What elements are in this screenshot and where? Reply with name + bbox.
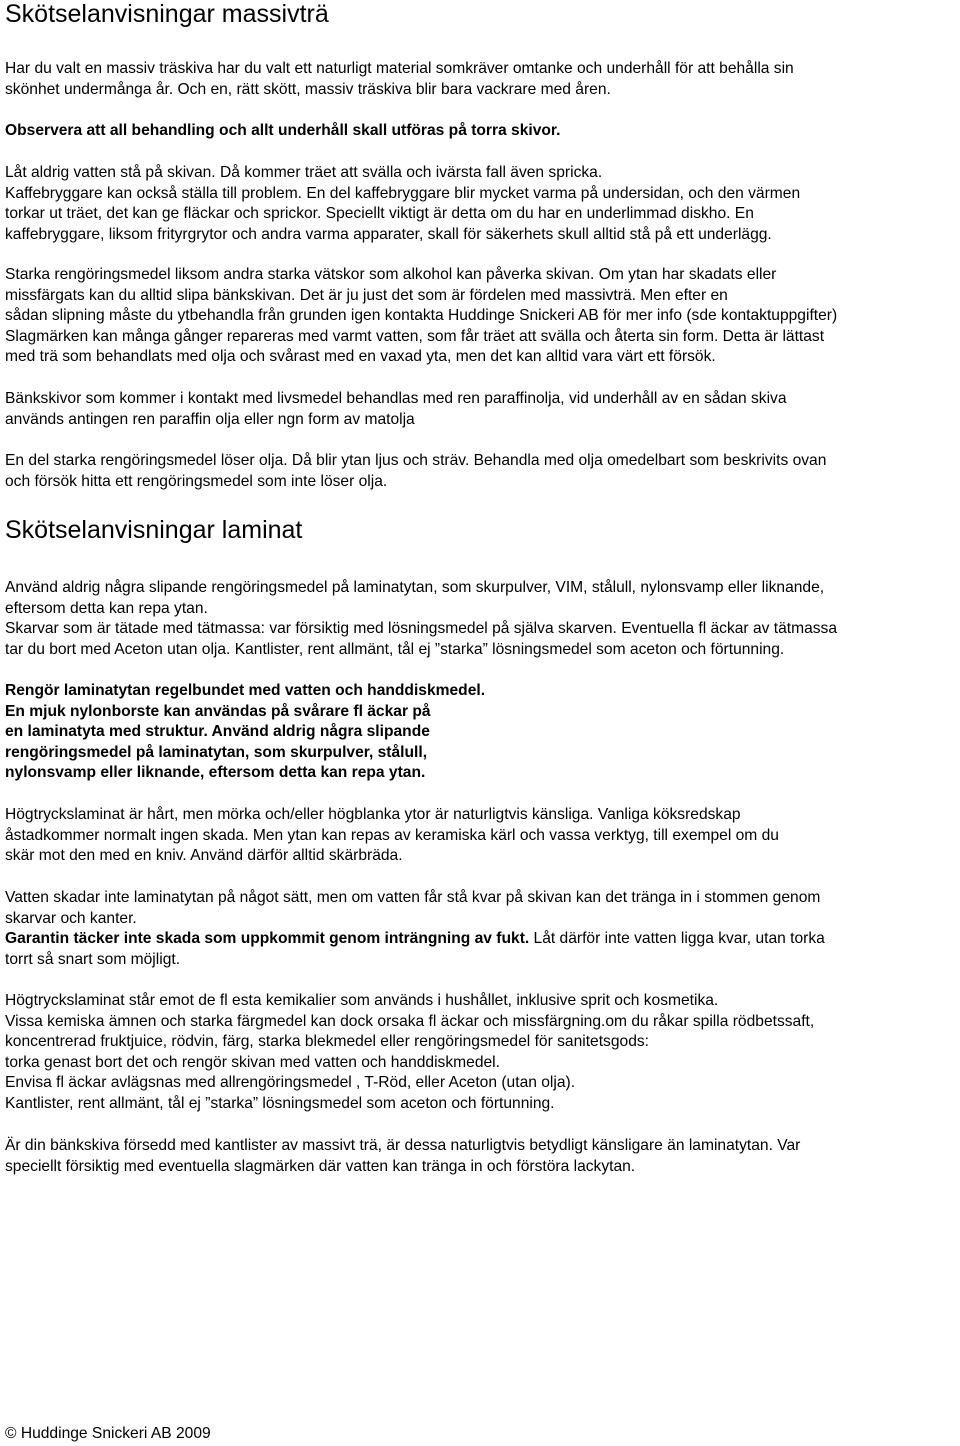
paragraph-olja	[5, 451, 955, 492]
text-line: rengöringsmedel på laminatytan, som skurpulver, stålull,	[5, 743, 428, 761]
heading-massivtra: Skötselanvisningar massivträ	[5, 0, 329, 28]
text-line: används antingen ren paraffin olja eller ngn form av matolja	[5, 410, 415, 428]
paragraph-rengor-regelbundet	[5, 681, 955, 784]
text-line: Kantlister, rent allmänt, tål ej ”starka” lösningsmedel som aceton och förtunning.	[5, 1094, 555, 1112]
text-line: Har du valt en massiv träskiva har du valt ett naturligt material somkräver omtanke och underhåll för att behålla sin	[5, 60, 794, 77]
text-line: med trä som behandlats med olja och svårast med en vaxad yta, men det kan alltid vara värt ett försök.	[5, 348, 716, 365]
text-line-garanti	[5, 929, 955, 950]
paragraph-slipande	[5, 578, 955, 660]
text-line: kaffebryggare, liksom frityrgrytor och andra varma apparater, skall för säkerhets skull alltid stå på ett underlägg.	[5, 225, 772, 243]
paragraph-vatten	[5, 163, 955, 245]
garanti-tail-text: Låt därför inte vatten ligga kvar, utan torka	[529, 930, 825, 947]
text-line: skönhet undermånga år. Och en, rätt skött, massiv träskiva blir bara vackrare med åren.	[5, 80, 611, 98]
text-line: Är din bänkskiva försedd med kantlister av massivt trä, är dessa naturligtvis betydligt känsligare än laminatytan. Var	[5, 1137, 801, 1154]
text-line: missfärgats kan du alltid slipa bänkskivan. Det är ju just det som är fördelen med massivträ. Men efter en	[5, 286, 728, 304]
paragraph-observera	[5, 121, 955, 142]
text-line: torrt så snart som möjligt.	[5, 950, 181, 968]
text-line: En mjuk nylonborste kan användas på svårare fl äckar på	[5, 702, 431, 720]
garanti-bold-text: Garantin täcker inte skada som uppkommit genom inträngning av fukt.	[5, 930, 530, 947]
text-line: Kaffebryggare kan också ställa till problem. En del kaffebryggare blir mycket varma på undersidan, och den värmen	[5, 184, 801, 202]
text-line: nylonsvamp eller liknande, eftersom detta kan repa ytan.	[5, 764, 426, 781]
text-line: Vissa kemiska ämnen och starka färgmedel kan dock orsaka fl äckar och missfärgning.om du råkar spilla rödbetssaft,	[5, 1012, 815, 1030]
text-line: åstadkommer normalt ingen skada. Men ytan kan repas av keramiska kärl och vassa verktyg, till exempel om du	[5, 826, 779, 844]
text-line: Högtryckslaminat står emot de fl esta kemikalier som används i hushållet, inklusive sprit och kosmetika.	[5, 992, 719, 1009]
text-line: skarvar och kanter.	[5, 909, 137, 927]
text-line: Starka rengöringsmedel liksom andra starka vätskor som alkohol kan påverka skivan. Om ytan har skadats eller	[5, 266, 777, 283]
text-line: Vatten skadar inte laminatytan på något sätt, men om vatten får stå kvar på skivan kan det tränga in i stommen genom	[5, 889, 821, 906]
text-line: en laminatyta med struktur. Använd aldrig några slipande	[5, 723, 430, 740]
text-line: Envisa fl äckar avlägsnas med allrengöringsmedel , T-Röd, eller Aceton (utan olja).	[5, 1074, 576, 1091]
paragraph-kantlister	[5, 1136, 955, 1177]
copyright-footer: © Huddinge Snickeri AB 2009	[5, 1425, 211, 1442]
paragraph-livsmedel	[5, 389, 955, 430]
text-line: Använd aldrig några slipande rengöringsmedel på laminatytan, som skurpulver, VIM, stålull, nylonsvamp eller liknande,	[5, 579, 825, 596]
text-line: koncentrerad fruktjuice, rödvin, färg, starka blekmedel eller rengöringsmedel för sanitetsgods:	[5, 1033, 649, 1050]
text-line: och försök hitta ett rengöringsmedel som inte löser olja.	[5, 472, 388, 490]
text-line: eftersom detta kan repa ytan.	[5, 599, 208, 617]
text-line: tar du bort med Aceton utan olja. Kantlister, rent allmänt, tål ej ”starka” lösningsmedel som aceton och förtunning.	[5, 640, 785, 658]
text-line: torkar ut träet, det kan ge fläckar och sprickor. Speciellt viktigt är detta om du har en underlimmad diskho. En	[5, 205, 754, 222]
paragraph-kemikalier	[5, 991, 955, 1114]
text-line: Låt aldrig vatten stå på skivan. Då kommer träet att svälla och ivärsta fall även spricka.	[5, 164, 603, 181]
text-line: sådan slipning måste du ytbehandla från grunden igen kontakta Huddinge Snickeri AB för mer info (sde kontaktuppgifter)	[5, 307, 838, 324]
text-line: skär mot den med en kniv. Använd därför alltid skärbräda.	[5, 847, 403, 864]
text-line: speciellt försiktig med eventuella slagmärken där vatten kan tränga in och förstöra lackytan.	[5, 1157, 636, 1175]
paragraph-vatten-laminat	[5, 888, 955, 970]
heading-laminat: Skötselanvisningar laminat	[5, 516, 303, 544]
text-line: En del starka rengöringsmedel löser olja. Då blir ytan ljus och sträv. Behandla med olja omedelbart som beskrivits ovan	[5, 452, 827, 469]
text-line: Högtryckslaminat är hårt, men mörka och/eller högblanka ytor är naturligtvis känsliga. Vanliga köksredskap	[5, 806, 741, 823]
text-line: Rengör laminatytan regelbundet med vatten och handdiskmedel.	[5, 682, 486, 699]
text-line: Skarvar som är tätade med tätmassa: var försiktig med lösningsmedel på själva skarven. Eventuella fl äckar av tätmassa	[5, 620, 838, 637]
text-line: Slagmärken kan många gånger repareras med varmt vatten, som får träet att svälla och återta sin form. Detta är lättast	[5, 327, 825, 345]
text-line: Observera att all behandling och allt underhåll skall utföras på torra skivor.	[5, 122, 561, 139]
paragraph-hogtryckslaminat	[5, 805, 955, 867]
paragraph-rengoringsmedel	[5, 265, 955, 368]
paragraph-intro	[5, 59, 955, 100]
text-line: torka genast bort det och rengör skivan med vatten och handdiskmedel.	[5, 1053, 500, 1071]
text-line: Bänkskivor som kommer i kontakt med livsmedel behandlas med ren paraffinolja, vid underhåll av en sådan skiva	[5, 390, 787, 407]
